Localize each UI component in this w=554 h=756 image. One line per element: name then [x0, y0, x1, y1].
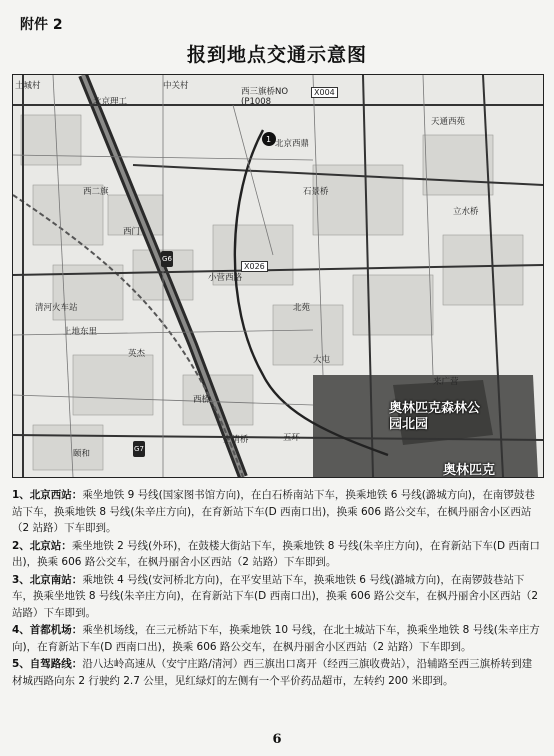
route-description: 乘坐地铁 9 号线(国家图书馆方向)，在白石桥南站下车，换乘地铁 6 号线(潞城方向)，在南锣鼓巷站下车，换乘地铁 8 号线(朱辛庄方向)，在育新站下车(D 西南口出)，换乘 606 路公交车，在枫丹丽舍小区西站（2 站路）下车即到。: [12, 489, 535, 534]
map-label-shangdi2: 上清桥: [223, 435, 249, 445]
route-beijing-station: [12, 538, 542, 571]
route-description: 乘坐地铁 2 号线(外环)，在鼓楼大街站下车，换乘地铁 8 号线(朱辛庄方向)，在育新站下车(D 西南口出)，换乘 606 路公交车，在枫丹丽舍小区西站（2 站路）下车即到。: [12, 539, 540, 568]
map-label-tuanhe: 土城村: [15, 81, 41, 91]
route-heading: 3、北京南站：: [12, 573, 83, 586]
route-heading: 1、北京西站：: [12, 489, 83, 501]
route-description: 乘坐机场线，在三元桥站下车，换乘地铁 10 号线，在北土城站下车，换乘坐地铁 8 号线(朱辛庄方向)，在育新站下车(D 西南口出)，换乘 606 路公交车，在枫丹丽舍小区西站（2 站路）下车即到。: [12, 624, 540, 653]
map-label-beiyuan: 北苑: [293, 303, 311, 313]
map-label-shangdi: 上地东里: [63, 327, 98, 337]
map-label-olympic-park: 奥林匹克森林公园北园: [389, 401, 481, 432]
route-heading: 2、北京站：: [12, 539, 72, 552]
route-heading: 4、首都机场：: [12, 624, 83, 636]
map-label-jinzhan: 来广营: [433, 377, 459, 387]
route-heading: 5、自驾路线：: [12, 658, 83, 670]
map-label-xiangshan: 西三旗桥NO: [241, 87, 289, 97]
map-label-p1008: (P1008: [241, 97, 272, 107]
map-label-xiaoying: 小营西路: [208, 273, 243, 283]
route-beijing-south: [12, 572, 542, 622]
map-label-qinghe: 清河火车站: [35, 303, 78, 313]
map-label-lishui: 立水桥: [453, 207, 479, 217]
map-label-olympic: 奥林匹克: [443, 463, 496, 478]
map-label-xiqiao: 西桥: [193, 395, 211, 405]
map-label-x004: X004: [311, 87, 338, 98]
route-airport: [12, 622, 542, 655]
highway-g6-shield: G6: [161, 251, 173, 267]
map-label-datun: 大屯: [313, 355, 331, 365]
map-label-zhongguancun: 中关村: [163, 81, 189, 91]
map-label-xierqi: 西二旗: [83, 187, 109, 197]
traffic-map: [12, 74, 544, 478]
map-label-hotel: 北京西鼎: [275, 139, 310, 149]
page-title: 报到地点交通示意图: [186, 44, 367, 66]
map-label-x026: X026: [241, 261, 268, 272]
attachment-label: 附件 2: [20, 17, 63, 33]
route-beijing-west: [12, 487, 542, 537]
map-label-beixiangong: 北京理工: [93, 97, 128, 107]
svg-text:1: 1: [266, 135, 272, 144]
route-list: [12, 487, 542, 690]
route-description: 沿八达岭高速从（安宁庄路/清河）西三旗出口离开（经西三旗收费站），沿辅路至西三旗桥转到建材城西路向东 2 行驶约 2.7 公里，见红绿灯的左侧有一个平价药品超市，左转约 200 米即到。: [12, 658, 533, 687]
highway-g7-shield: G7: [133, 441, 145, 457]
map-label-yiheyuan: 颐和: [73, 449, 91, 459]
route-self-drive: [12, 656, 542, 689]
map-label-shijingqiao: 石景桥: [303, 187, 329, 197]
route-description: 乘地铁 4 号线(安河桥北方向)，在平安里站下车，换乘地铁 6 号线(潞城方向)，在南锣鼓巷站下车，换乘坐地铁 8 号线(朱辛庄方向)，在育新站下车(D 西南口出)，换乘 606 路公交车，在枫丹丽舍小区西站（2 站路）下车即到。: [12, 573, 539, 619]
page-number: 6: [272, 732, 282, 747]
map-label-tiantong: 天通西苑: [431, 117, 466, 127]
map-label-wujiao: 五环: [283, 433, 301, 443]
map-label-yingjie: 英杰: [128, 349, 146, 359]
map-label-ximen: 西门: [123, 227, 141, 237]
